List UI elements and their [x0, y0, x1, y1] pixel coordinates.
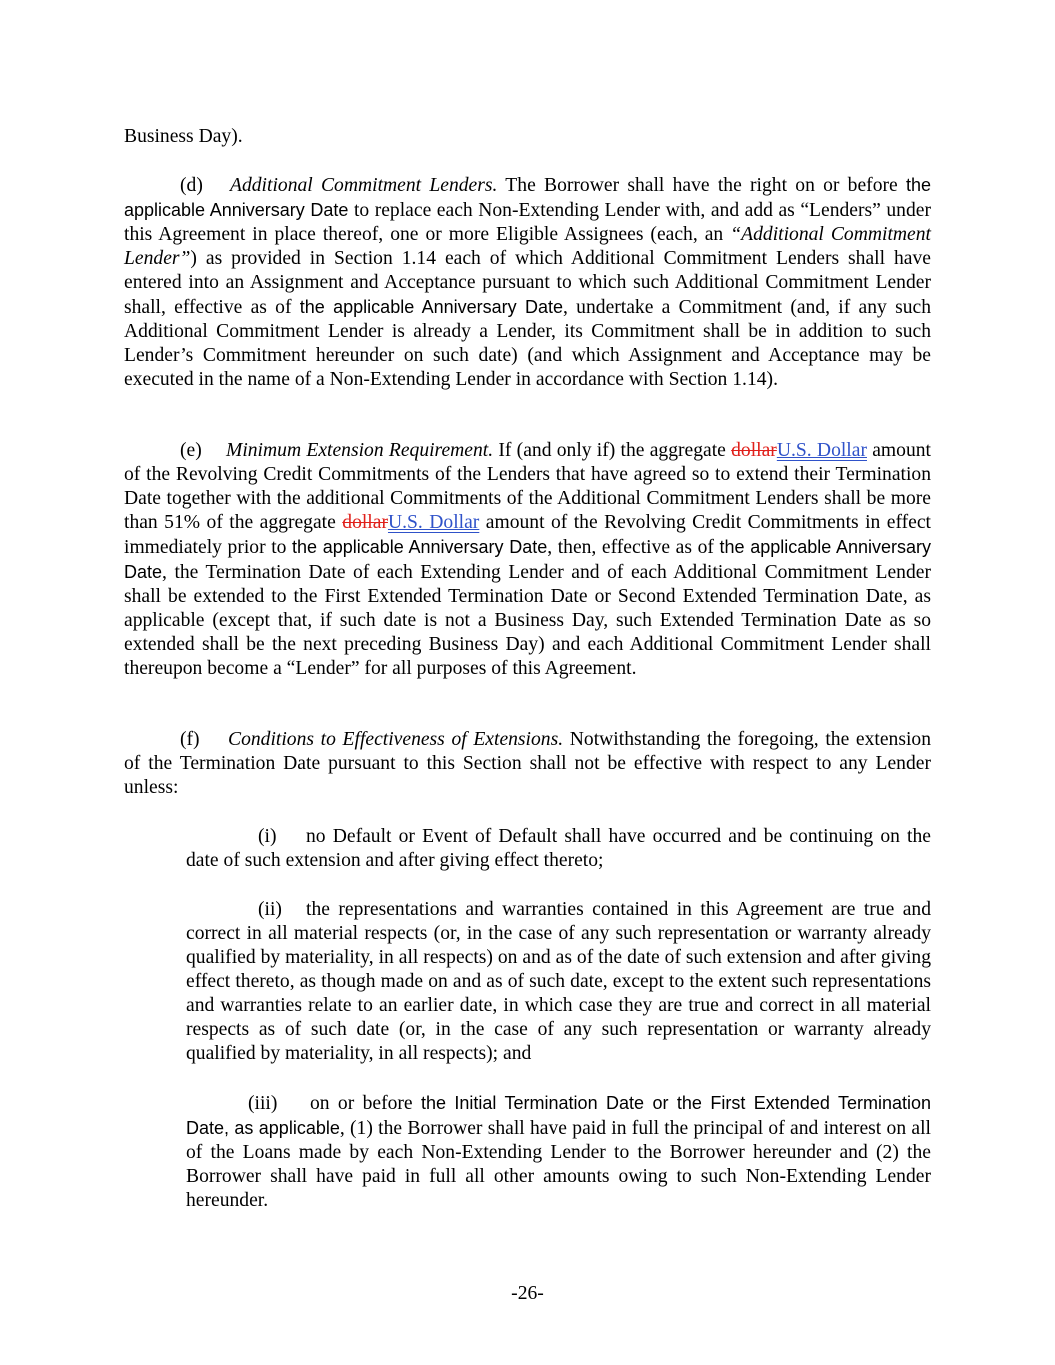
paragraph-text: If (and only if) the aggregate [493, 440, 732, 461]
paragraph-text: amount of the Revolving Credit Commitments in effect immediately prior to [124, 512, 931, 558]
inserted-phrase: the applicable Anniversary Date [124, 175, 931, 220]
subparagraph-text: no Default or Event of Default shall have occurred and be continuing on the date of such extension and after giving effect thereto; [186, 826, 931, 871]
paragraph-text: , undertake a Commitment (and, if any such Additional Commitment Lender is already a Lender, its Commitment shall be in addition to such Lender’s Commitment hereunder on such date) (and which Assignment and Acceptance may be executed in the name of a Non-Extending Lender in accordance with Section 1.14). [124, 297, 931, 390]
subparagraph-i [186, 825, 931, 873]
paragraph-text: , the Termination Date of each Extending Lender and of each Additional Commitment Lender shall be extended to the First Extended Termination Date or Second Extended Termination Date, as applicable (except that, if such date is not a Business Day, such Extended Termination Date as so extended shall be the next preceding Business Day) and each Additional Commitment Lender shall thereupon become a “Lender” for all purposes of this Agreement. [124, 562, 931, 679]
inserted-phrase: the Initial Termination Date or the First Extended Termination Date, as applicable [186, 1093, 931, 1138]
continuation-text: Business Day). [124, 126, 243, 147]
subparagraph-label: (iii) [248, 1093, 278, 1114]
subparagraph-ii [186, 898, 931, 1066]
paragraph-f [124, 728, 931, 800]
subparagraph-text: , (1) the Borrower shall have paid in full the principal of and interest on all of the Loans made by each Non-Extending Lender to the Borrower hereunder and (2) the Borrower shall have paid in full all other amounts owing to such Non-Extending Lender hereunder. [186, 1118, 931, 1211]
paragraph-label: (f) [180, 729, 200, 750]
paragraph-e [124, 439, 931, 681]
paragraph-caption: Additional Commitment Lenders. [230, 175, 498, 196]
subparagraph-text: on or before [310, 1093, 421, 1114]
paragraph-text: , then, effective as of [547, 537, 720, 558]
paragraph-continuation [124, 125, 931, 149]
paragraph-label: (e) [180, 440, 202, 461]
subparagraph-iii [186, 1091, 931, 1213]
inserted-phrase: the applicable Anniversary Date [124, 537, 931, 582]
paragraph-text: to replace each Non-Extending Lender with, and add as “Lenders” under this Agreement in place thereof, one or more Eligible Assignees (each, an [124, 200, 931, 245]
paragraph-text: The Borrower shall have the right on or before [497, 175, 906, 196]
inserted-phrase: the applicable Anniversary Date [292, 537, 548, 557]
paragraph-text: ) as provided in Section 1.14 each of which Additional Commitment Lenders shall have entered into an Assignment and Acceptance pursuant to which such Additional Commitment Lender shall, effective as of [124, 248, 931, 318]
subparagraph-label: (i) [258, 826, 277, 847]
paragraph-d [124, 173, 931, 392]
inserted-text: U.S. Dollar [387, 512, 480, 533]
inserted-phrase: the applicable Anniversary Date [299, 297, 564, 317]
deleted-text: dollar [342, 512, 388, 533]
paragraph-label: (d) [180, 175, 203, 196]
inserted-text: U.S. Dollar [776, 440, 867, 461]
page-number: -26- [511, 1283, 544, 1304]
deleted-text: dollar [731, 440, 777, 461]
paragraph-text: Notwithstanding the foregoing, the extension of the Termination Date pursuant to this Section shall not be effective with respect to any Lender unless: [124, 729, 931, 798]
paragraph-caption: Minimum Extension Requirement. [226, 440, 494, 461]
paragraph-caption: Conditions to Effectiveness of Extensions. [228, 729, 564, 750]
paragraph-text: amount of the Revolving Credit Commitments of the Lenders that have agreed so to extend their Termination Date together with the additional Commitments of the Additional Commitment Lenders shall be more than 51% of the aggregate [124, 440, 931, 533]
subparagraph-label: (ii) [258, 899, 282, 920]
subparagraph-text: the representations and warranties contained in this Agreement are true and correct in all material respects (or, in the case of any such representation or warranty already qualified by materiality, in all respects) on and as of the date of such extension and after giving effect thereto, as though made on and as of such date, except to the extent such representations and warranties relate to an earlier date, in which case they are true and correct in all material respects as of such date (or, in the case of any such representation or warranty already qualified by materiality, in all respects); and [186, 899, 931, 1064]
defined-term: “Additional Commitment Lender” [124, 224, 931, 269]
